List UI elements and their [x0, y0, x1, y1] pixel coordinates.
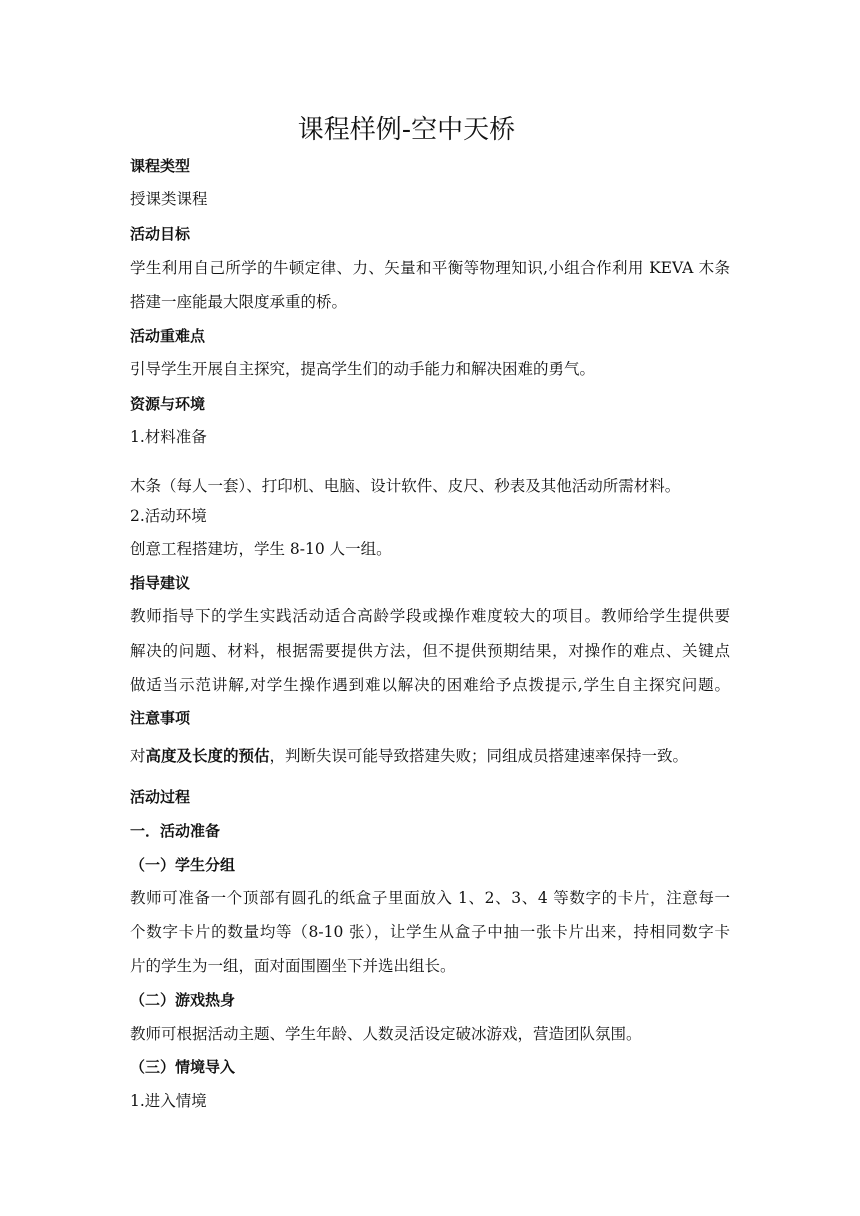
course-type-text: 授课类课程 — [130, 190, 208, 208]
heading-resources: 资源与环境 — [130, 395, 206, 413]
sub1-line: 个数字卡片的数量均等（8-10 张），让学生从盒子中抽一张卡片出来，持相同数字卡 — [130, 923, 730, 941]
heading-goal: 活动目标 — [130, 225, 191, 243]
heading-process: 活动过程 — [130, 788, 191, 806]
resources-item1-text: 木条（每人一套）、打印机、电脑、设计软件、皮尺、秒表及其他活动所需材料。 — [130, 477, 681, 495]
guidance-line: 做适当示范讲解,对学生操作遇到难以解决的困难给予点拨提示,学生自主探究问题。 — [130, 676, 730, 694]
heading-notes: 注意事项 — [130, 709, 191, 727]
sub3-item: 1.进入情境 — [130, 1092, 207, 1110]
goal-line: 搭建一座能最大限度承重的桥。 — [130, 293, 348, 311]
process-sub1: （一）学生分组 — [130, 856, 236, 874]
process-sub3: （三）情境导入 — [130, 1058, 236, 1076]
resources-item2-text: 创意工程搭建坊，学生 8-10 人一组。 — [130, 540, 392, 558]
process-part1: 一．活动准备 — [130, 822, 221, 840]
goal-line: 学生利用自己所学的牛顿定律、力、矢量和平衡等物理知识,小组合作利用 KEVA 木条 — [130, 259, 730, 277]
notes-prefix: 对 — [130, 747, 146, 765]
notes-emphasis: 高度及长度的预估 — [145, 747, 270, 765]
notes-suffix: ，判断失误可能导致搭建失败；同组成员搭建速率保持一致。 — [269, 747, 689, 765]
key-points-text: 引导学生开展自主探究，提高学生们的动手能力和解决困难的勇气。 — [130, 360, 596, 378]
resources-item1: 1.材料准备 — [130, 428, 207, 446]
sub2-text: 教师可根据活动主题、学生年龄、人数灵活设定破冰游戏，营造团队氛围。 — [130, 1025, 642, 1043]
page-title: 课程样例-空中天桥 — [297, 115, 516, 145]
guidance-line: 教师指导下的学生实践活动适合高龄学段或操作难度较大的项目。教师给学生提供要 — [130, 607, 730, 625]
resources-item2: 2.活动环境 — [130, 507, 207, 525]
notes-text — [130, 745, 688, 767]
process-sub2: （二）游戏热身 — [130, 991, 236, 1009]
guidance-line: 解决的问题、材料，根据需要提供方法，但不提供预期结果，对操作的难点、关键点 — [130, 642, 730, 660]
heading-course-type: 课程类型 — [130, 157, 191, 175]
heading-key-points: 活动重难点 — [130, 327, 206, 345]
heading-guidance: 指导建议 — [130, 574, 191, 592]
sub1-line: 片的学生为一组，面对面围圈坐下并选出组长。 — [130, 957, 456, 975]
sub1-line: 教师可准备一个顶部有圆孔的纸盒子里面放入 1、2、3、4 等数字的卡片，注意每一 — [130, 889, 730, 907]
